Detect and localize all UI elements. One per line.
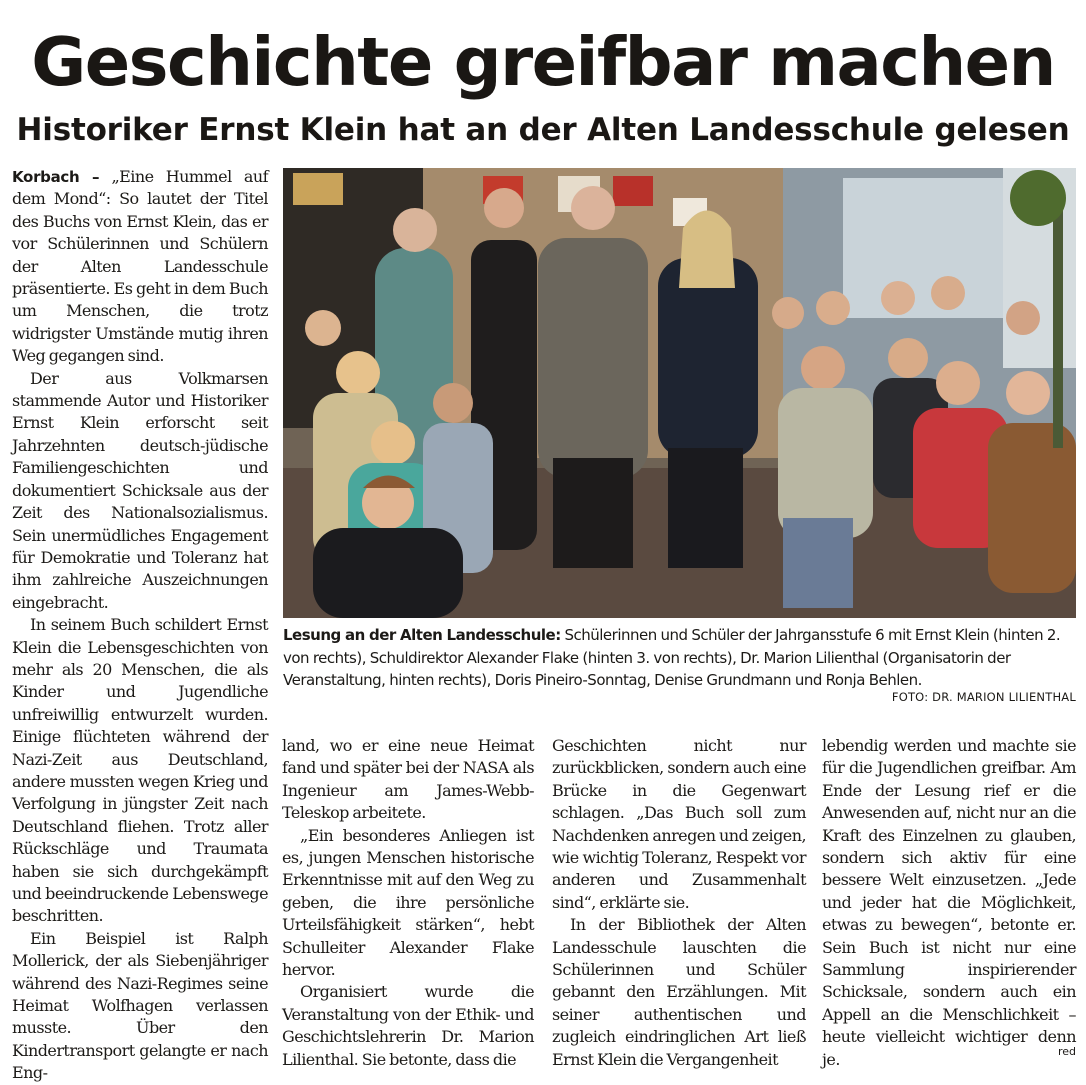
dateline: Korbach – — [12, 168, 100, 186]
paragraph: Ein Beispiel ist Ralph Mollerick, der als Siebenjähriger während des Nazi-Regimes seine Heimat Wolfhagen verlassen musste. Über den Kindertransport gelangte er nach Eng- — [12, 928, 268, 1083]
article-photo — [283, 168, 1076, 618]
paragraph: In seinem Buch schildert Ernst Klein die Lebensgeschichten von mehr als 20 Menschen, die als Kinder und Jugendliche unfreiwillig entwurzelt wurden. Einige flüchteten während der Nazi-Zeit aus Deutschland, andere mussten wegen Krieg und Verfolgung in jüngster Zeit nach Deutschland fliehen. Trotz aller Rückschläge und Traumata haben sie sich durchgekämpft und beeindruckende Lebenswege beschritten. — [12, 615, 268, 926]
photo-credit: FOTO: DR. MARION LILIENTHAL — [891, 690, 1076, 704]
headline: Geschichte greifbar machen — [31, 23, 1055, 101]
paragraph: Der aus Volkmarsen stammende Autor und Historiker Ernst Klein erforscht seit Jahrzehnten deutsch-jüdische Familiengeschichten und dokumentiert Schicksale aus der Zeit des Nationalsozialismus. Sein unermüdliches Engagement für Demokratie und Toleranz hat ihm zahlreiche Auszeichnungen eingebracht. — [12, 368, 268, 612]
caption-text: Schülerinnen und Schüler der Jahrgansstufe 6 mit Ernst Klein (hinten 2. von rechts), Schuldirektor Alexander Flake (hinten 3. von rechts), Dr. Marion Lilienthal (Organisatorin der Veranstaltung, hinten rechts), Doris Pineiro-Sonntag, Denise Grundmann und Ronja Behlen. — [283, 626, 1061, 689]
caption-lead: Lesung an der Alten Landesschule: — [283, 626, 561, 644]
article-column-1 — [12, 166, 268, 1085]
paragraph: In der Bibliothek der Alten Landesschule lauschten die Schülerinnen und Schüler gebannt den Erzählungen. Mit seiner authentischen und zugleich eindringlichen Art ließ Ernst Klein die Vergangenheit — [552, 915, 806, 1069]
article-column-3 — [552, 735, 806, 1071]
paragraph: lebendig werden und machte sie für die Jugendlichen greifbar. Am Ende der Lesung rief er die Anwesenden auf, nicht nur an die Kraft des Einzelnen zu glauben, sondern sich aktiv für eine bessere Welt einzusetzen. „Jede und jeder hat die Möglichkeit, etwas zu bewegen“, betonte er. Sein Buch ist nicht nur eine Sammlung inspirierender Schicksale, sondern auch ein Appell an die Menschlichkeit – heute vielleicht wichtiger denn je. — [822, 736, 1076, 1069]
photo-caption — [283, 624, 1078, 692]
subheadline: Historiker Ernst Klein hat an der Alten Landesschule gelesen — [16, 112, 1070, 148]
author-tag: red — [1057, 1045, 1076, 1058]
paragraph: land, wo er eine neue Heimat fand und später bei der NASA als Ingenieur am James-Webb-Teleskop arbeitete. — [282, 736, 534, 823]
paragraph: „Ein besonderes Anliegen ist es, jungen Menschen historische Erkenntnisse mit auf den Weg zu geben, die ihre persönliche Urteilsfähigkeit stärken“, hebt Schulleiter Alexander Flake hervor. — [282, 825, 534, 980]
paragraph-text: „Eine Hummel auf dem Mond“: So lautet der Titel des Buchs von Ernst Klein, das er vor Schülerinnen und Schülern der Alten Landesschule präsentierte. Es geht in dem Buch um Menschen, die trotz widrigster Umstände mutig ihren Weg gegangen sind. — [12, 167, 268, 366]
paragraph — [12, 166, 268, 368]
article-column-2 — [282, 735, 534, 1071]
article-column-4 — [822, 735, 1076, 1071]
group-photo-illustration — [283, 168, 1076, 618]
paragraph: Geschichten nicht nur zurückblicken, sondern auch eine Brücke in die Gegenwart schlagen. „Das Buch soll zum Nachdenken anregen und zeigen, wie wichtig Toleranz, Respekt vor anderen und Zusammenhalt sind“, erklärte sie. — [552, 736, 806, 912]
paragraph: Organisiert wurde die Veranstaltung von der Ethik- und Geschichtslehrerin Dr. Marion Lilienthal. Sie betonte, dass die — [282, 982, 534, 1069]
